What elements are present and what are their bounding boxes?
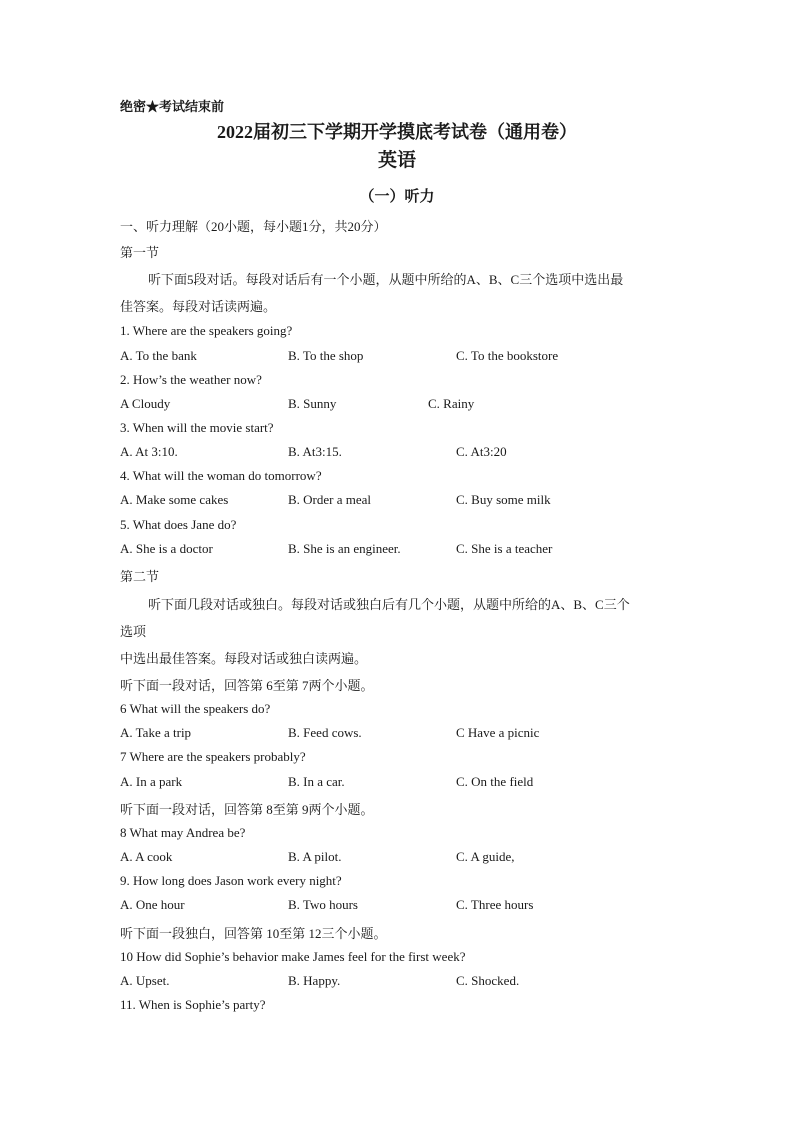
question-11: 11. When is Sophie’s party?	[120, 997, 266, 1012]
q4-option-b: B. Order a meal	[288, 492, 372, 507]
exam-title: 2022届初三下学期开学摸底考试卷（通用卷）	[217, 122, 577, 142]
q3-option-a: A. At 3:10.	[120, 444, 178, 459]
question-4: 4. What will the woman do tomorrow?	[120, 468, 322, 483]
q4-option-a: A. Make some cakes	[120, 492, 229, 507]
section-heading: 一、听力理解（20小题，每小题1分，共20分）	[120, 219, 387, 234]
q6-option-c: C Have a picnic	[456, 725, 540, 740]
q5-option-b: B. She is an engineer.	[288, 541, 401, 556]
part2-instruction: 听下面几段对话或独白。每段对话或独白后有几个小题，从题中所给的A、B、C三个	[148, 597, 630, 612]
q7-option-a: A. In a park	[120, 774, 183, 789]
q8-option-b: B. A pilot.	[288, 849, 342, 864]
q9-option-b: B. Two hours	[288, 897, 358, 912]
group-heading-6-7: 听下面一段对话，回答第 6至第 7两个小题。	[120, 678, 374, 693]
q1-option-b: B. To the shop	[288, 348, 364, 363]
q10-option-a: A. Upset.	[120, 973, 170, 988]
q1-option-c: C. To the bookstore	[456, 348, 559, 363]
q6-option-a: A. Take a trip	[120, 725, 192, 740]
q2-option-a: A Cloudy	[120, 396, 171, 411]
q6-option-b: B. Feed cows.	[288, 725, 362, 740]
part-title: （一）听力	[359, 189, 435, 205]
q5-option-c: C. She is a teacher	[456, 541, 553, 556]
q9-option-c: C. Three hours	[456, 897, 534, 912]
q3-option-c: C. At3:20	[456, 444, 507, 459]
part2-instruction-cont: 选项	[120, 624, 147, 639]
question-3: 3. When will the movie start?	[120, 420, 274, 435]
subject-title: 英语	[377, 150, 416, 171]
q2-option-b: B. Sunny	[288, 396, 337, 411]
q4-option-c: C. Buy some milk	[456, 492, 551, 507]
q10-option-c: C. Shocked.	[456, 973, 520, 988]
q8-option-a: A. A cook	[120, 849, 173, 864]
question-9: 9. How long does Jason work every night?	[120, 873, 342, 888]
q2-option-c: C. Rainy	[428, 396, 475, 411]
part1-label: 第一节	[120, 245, 160, 260]
q9-option-a: A. One hour	[120, 897, 185, 912]
question-6: 6 What will the speakers do?	[120, 701, 271, 716]
confidential-label: 绝密★考试结束前	[120, 99, 225, 114]
q5-option-a: A. She is a doctor	[120, 541, 213, 556]
question-5: 5. What does Jane do?	[120, 517, 237, 532]
group-heading-10-12: 听下面一段独白，回答第 10至第 12三个小题。	[120, 926, 387, 941]
q3-option-b: B. At3:15.	[288, 444, 342, 459]
question-1: 1. Where are the speakers going?	[120, 323, 293, 338]
q8-option-c: C. A guide,	[456, 849, 515, 864]
q7-option-c: C. On the field	[456, 774, 534, 789]
q10-option-b: B. Happy.	[288, 973, 341, 988]
question-8: 8 What may Andrea be?	[120, 825, 246, 840]
question-7: 7 Where are the speakers probably?	[120, 749, 306, 764]
part1-instruction-cont: 佳答案。每段对话读两遍。	[120, 299, 277, 314]
part2-instruction-end: 中选出最佳答案。每段对话或独白读两遍。	[120, 651, 368, 666]
question-10: 10 How did Sophie’s behavior make James feel for the first week?	[120, 949, 466, 964]
q7-option-b: B. In a car.	[288, 774, 345, 789]
q1-option-a: A. To the bank	[120, 348, 197, 363]
part1-instruction: 听下面5段对话。每段对话后有一个小题，从题中所给的A、B、C三个选项中选出最	[148, 272, 624, 287]
question-2: 2. How’s the weather now?	[120, 372, 262, 387]
part2-label: 第二节	[120, 569, 160, 584]
group-heading-8-9: 听下面一段对话，回答第 8至第 9两个小题。	[120, 802, 374, 817]
